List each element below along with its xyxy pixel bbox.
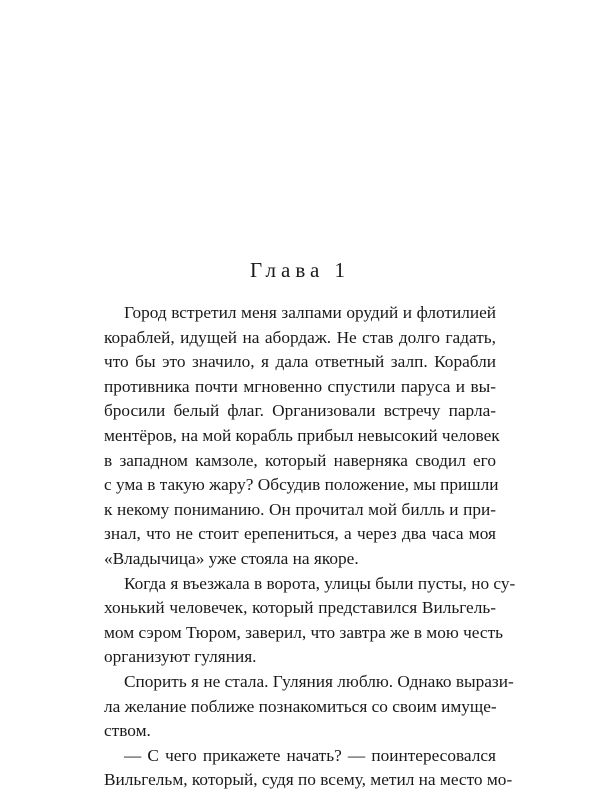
chapter-body: [104, 301, 516, 793]
text-line: что бы это значило, я дала ответный залп. Корабли: [104, 352, 496, 372]
text-line: ла желание поближе познакомиться со своим имуще-: [104, 696, 497, 716]
text-line: — С чего прикажете начать? — поинтересовался: [124, 745, 496, 765]
text-line: мом сэром Тюром, заверил, что завтра же в мою честь: [104, 622, 504, 642]
text-line: «Владычица» уже стояла на якоре.: [104, 548, 359, 568]
text-line: противника почти мгновенно спустили паруса и вы-: [104, 376, 496, 396]
text-line: ством.: [104, 721, 151, 741]
text-line: в западном камзоле, который наверняка сводил его: [104, 450, 496, 470]
text-line: Когда я въезжала в ворота, улицы были пусты, но су-: [124, 573, 516, 593]
text-line: Вильгельм, который, судя по всему, метил на место мо-: [104, 770, 513, 790]
text-line: Город встретил меня залпами орудий и флотилией: [124, 303, 496, 322]
text-line: бросили белый флаг. Организовали встречу парла-: [104, 401, 496, 421]
text-line: хонький человечек, который представился Вильгель-: [104, 598, 496, 618]
text-line: кораблей, идущей на абордаж. Не став долго гадать,: [104, 327, 496, 347]
text-line: к некому пониманию. Он прочитал мой билль и при-: [104, 499, 496, 519]
text-line: Спорить я не стала. Гуляния люблю. Однако вырази-: [124, 671, 514, 691]
text-line: ментёров, на мой корабль прибыл невысокий человек: [104, 425, 500, 445]
text-line: организуют гуляния.: [104, 647, 257, 667]
text-line: знал, что не стоит ерепениться, а через два часа моя: [104, 524, 496, 544]
chapter-title: Глава 1: [249, 258, 351, 282]
text-line: с ума в такую жару? Обсудив положение, мы пришли: [104, 475, 499, 495]
